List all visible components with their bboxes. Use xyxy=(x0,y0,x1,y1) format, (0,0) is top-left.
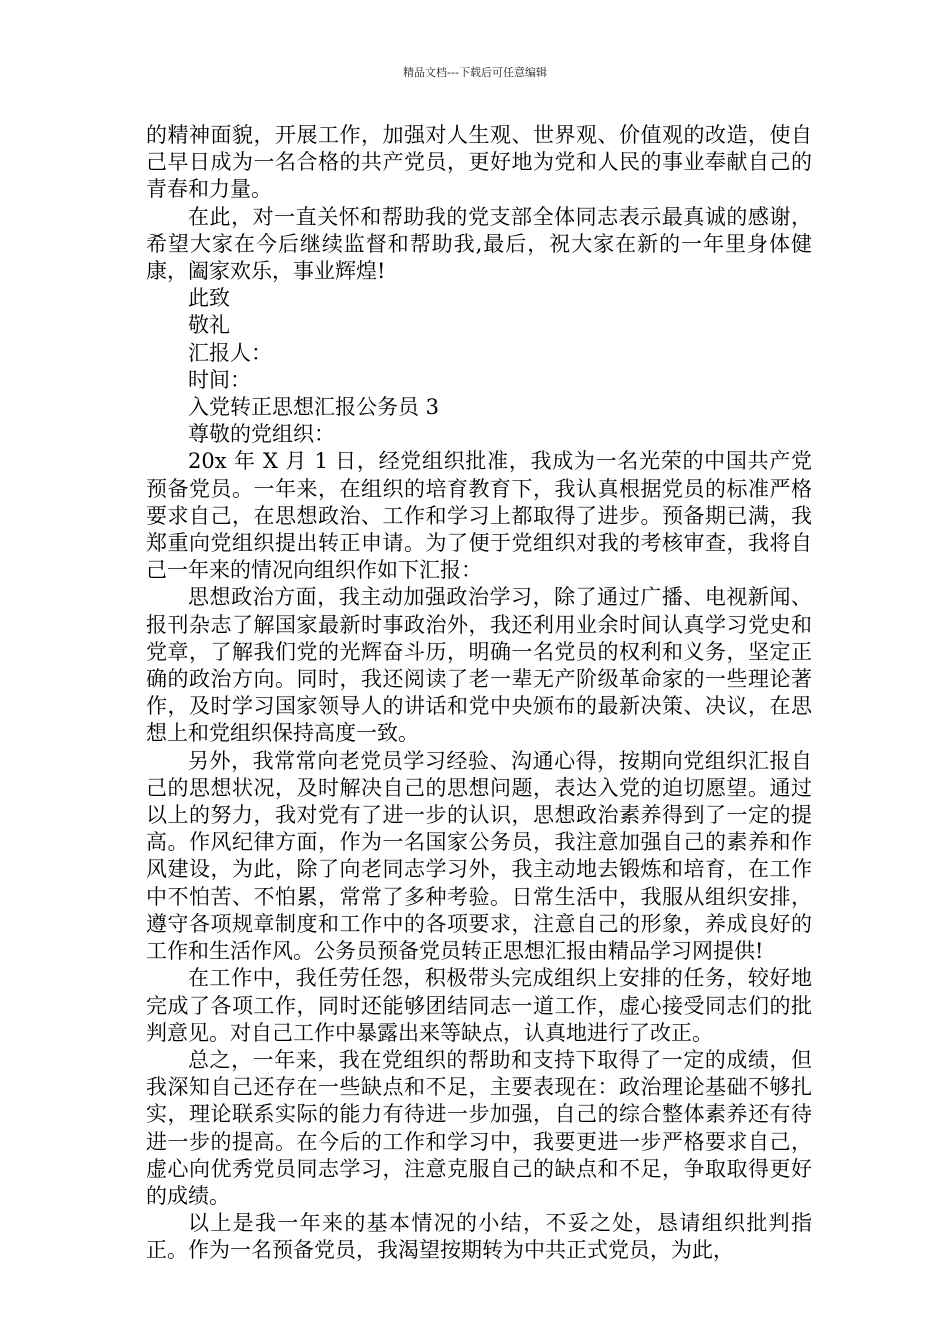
paragraph: 20x 年 X 月 1 日，经党组织批准，我成为一名光荣的中国共产党预备党员。一年来，在组织的培育教育下，我认真根据党员的标准严格要求自己，在思想政治、工作和学习上都取得了进步。预备期已满，我郑重向党组织提出转正申请。为了便于党组织对我的考核审查，我将自己一年来的情况向组织作如下汇报： xyxy=(146,449,812,583)
greeting: 尊敬的党组织： xyxy=(188,422,335,447)
document-body xyxy=(146,122,812,1265)
reporter-label: 汇报人： xyxy=(188,340,272,365)
page-header-note: 精品文档---下载后可任意编辑 xyxy=(403,66,547,79)
paragraph: 以上是我一年来的基本情况的小结，不妥之处，恳请组织批判指正。作为一名预备党员，我渴望按期转为中共正式党员，为此， xyxy=(146,1211,812,1263)
paragraph: 思想政治方面，我主动加强政治学习，除了通过广播、电视新闻、报刊杂志了解国家最新时事政治外，我还利用业余时间认真学习党史和党章，了解我们党的光辉奋斗历，明确一名党员的权利和义务，坚定正确的政治方向。同时，我还阅读了老一辈无产阶级革命家的一些理论著作，及时学习国家领导人的讲话和党中央颁布的最新决策、决议，在思想上和党组织保持高度一致。 xyxy=(146,585,812,746)
paragraph: 的精神面貌，开展工作，加强对人生观、世界观、价值观的改造，使自己早日成为一名合格的共产党员，更好地为党和人民的事业奉献自己的青春和力量。 xyxy=(146,123,812,202)
closing-salutation: 敬礼 xyxy=(188,313,230,338)
paragraph: 在此，对一直关怀和帮助我的党支部全体同志表示最真诚的感谢，希望大家在今后继续监督和帮助我,最后，祝大家在新的一年里身体健康，阖家欢乐，事业辉煌! xyxy=(146,204,812,284)
paragraph: 在工作中，我任劳任怨，积极带头完成组织上安排的任务，较好地完成了各项工作，同时还能够团结同志一道工作，虚心接受同志们的批判意见。对自己工作中暴露出来等缺点，认真地进行了改正。 xyxy=(146,966,812,1045)
section-title: 入党转正思想汇报公务员 3 xyxy=(188,395,440,420)
closing-salutation: 此致 xyxy=(188,286,230,311)
paragraph: 总之，一年来，我在党组织的帮助和支持下取得了一定的成绩，但我深知自己还存在一些缺点和不足，主要表现在：政治理论基础不够扎实，理论联系实际的能力有待进一步加强，自己的综合整体素养还有待进一步的提高。在今后的工作和学习中，我要更进一步严格要求自己，虚心向优秀党员同志学习，注意克服自己的缺点和不足，争取取得更好的成绩。 xyxy=(146,1047,812,1208)
date-label: 时间： xyxy=(188,367,251,392)
paragraph: 另外，我常常向老党员学习经验、沟通心得，按期向党组织汇报自己的思想状况，及时解决自己的思想问题，表达入党的迫切愿望。通过以上的努力，我对党有了进一步的认识，思想政治素养得到了一定的提高。作风纪律方面，作为一名国家公务员，我注意加强自己的素养和作风建设，为此，除了向老同志学习外，我主动地去锻炼和培育，在工作中不怕苦、不怕累，常常了多种考验。日常生活中，我服从组织安排，遵守各项规章制度和工作中的各项要求，注意自己的形象，养成良好的工作和生活作风。公务员预备党员转正思想汇报由精品学习网提供! xyxy=(146,748,812,964)
